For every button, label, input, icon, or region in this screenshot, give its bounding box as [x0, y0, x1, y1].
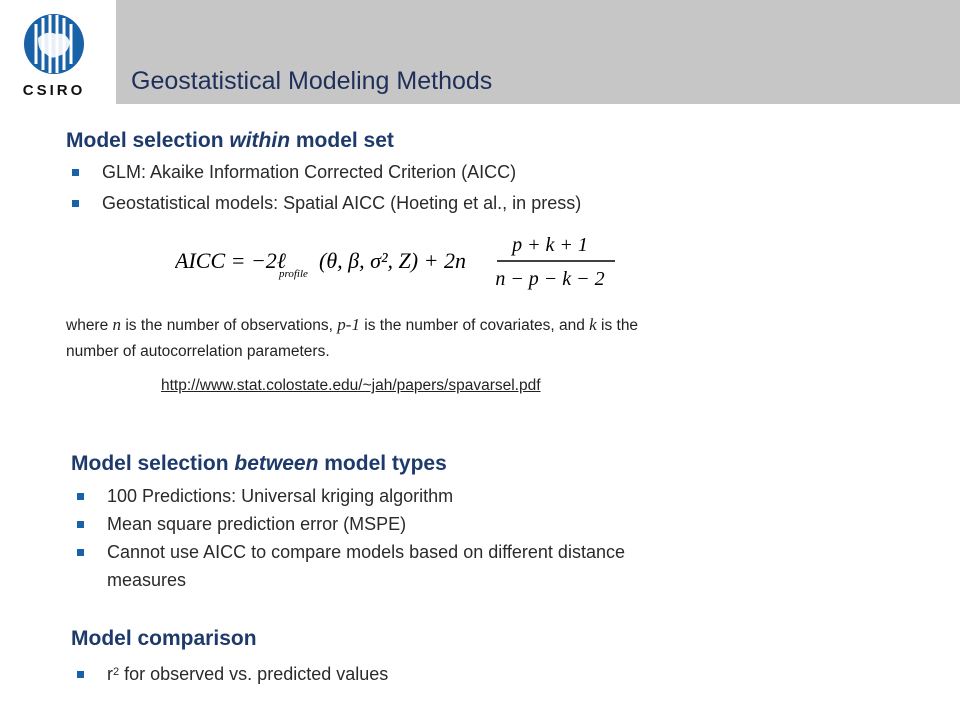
bullet-icon: [77, 671, 84, 678]
page-title: Geostatistical Modeling Methods: [131, 67, 493, 95]
note-text: is the number of covariates, and: [359, 317, 590, 334]
bullet-text: for observed vs. predicted values: [119, 664, 389, 684]
note-text: is the number of observations,: [121, 317, 338, 334]
section-heading-comparison: Model comparison: [71, 627, 257, 650]
list-item: [71, 510, 831, 538]
bullet-list-comparison: [71, 660, 388, 688]
formula-numerator: p + k + 1: [512, 234, 588, 256]
heading-text: Model selection: [71, 452, 235, 475]
note-var-k: k: [589, 315, 597, 334]
note-line-2: number of autocorrelation parameters.: [66, 343, 330, 360]
bullet-text: Geostatistical models: Spatial AICC (Hoeting et al., in press): [102, 193, 582, 213]
list-item: [66, 160, 581, 191]
section-heading-within: [66, 129, 394, 153]
list-item: [71, 660, 388, 688]
logo-text: CSIRO: [22, 82, 86, 99]
heading-text: Model selection: [66, 129, 230, 152]
note-line-1: [66, 312, 866, 339]
bullet-icon: [72, 169, 79, 176]
bullet-icon: [72, 200, 79, 207]
bullet-text: 100 Predictions: Universal kriging algorithm: [107, 486, 454, 506]
section-heading-between: [71, 452, 447, 476]
formula-args: (θ, β, σ², Z) + 2n: [319, 248, 466, 273]
bullet-text: Cannot use AICC to compare models based on different distance: [107, 542, 625, 562]
bullet-icon: [77, 493, 84, 500]
bullet-icon: [77, 521, 84, 528]
bullet-list-within: [66, 160, 581, 216]
paper-link[interactable]: http://www.stat.colostate.edu/~jah/papers/spavarsel.pdf: [161, 377, 541, 394]
note-var-p: p-1: [337, 315, 360, 334]
bullet-text: r: [107, 664, 113, 684]
aicc-formula: [175, 230, 625, 290]
csiro-logo: [8, 8, 100, 100]
heading-text: model set: [290, 129, 394, 152]
bullet-list-between: [71, 482, 831, 594]
bullet-text: Mean square prediction error (MSPE): [107, 514, 407, 534]
note-text: is the: [596, 317, 639, 334]
heading-emphasis: within: [229, 129, 291, 152]
note-text: where: [66, 317, 113, 334]
superscript: 2: [113, 666, 120, 678]
list-item: [71, 482, 831, 510]
bullet-text: GLM: Akaike Information Corrected Criterion (AICC): [102, 162, 517, 182]
heading-emphasis: between: [234, 452, 319, 475]
list-item: [66, 191, 581, 216]
bullet-icon: [77, 549, 84, 556]
formula-subscript: profile: [279, 268, 308, 280]
formula-denominator: n − p − k − 2: [495, 268, 605, 290]
note-var-n: n: [112, 315, 122, 334]
heading-text: model types: [318, 452, 447, 475]
formula-lhs: AICC = −2ℓ: [175, 248, 286, 273]
bullet-text-continued: measures: [107, 570, 187, 590]
formula-note: [66, 312, 866, 365]
list-item: [71, 538, 831, 594]
